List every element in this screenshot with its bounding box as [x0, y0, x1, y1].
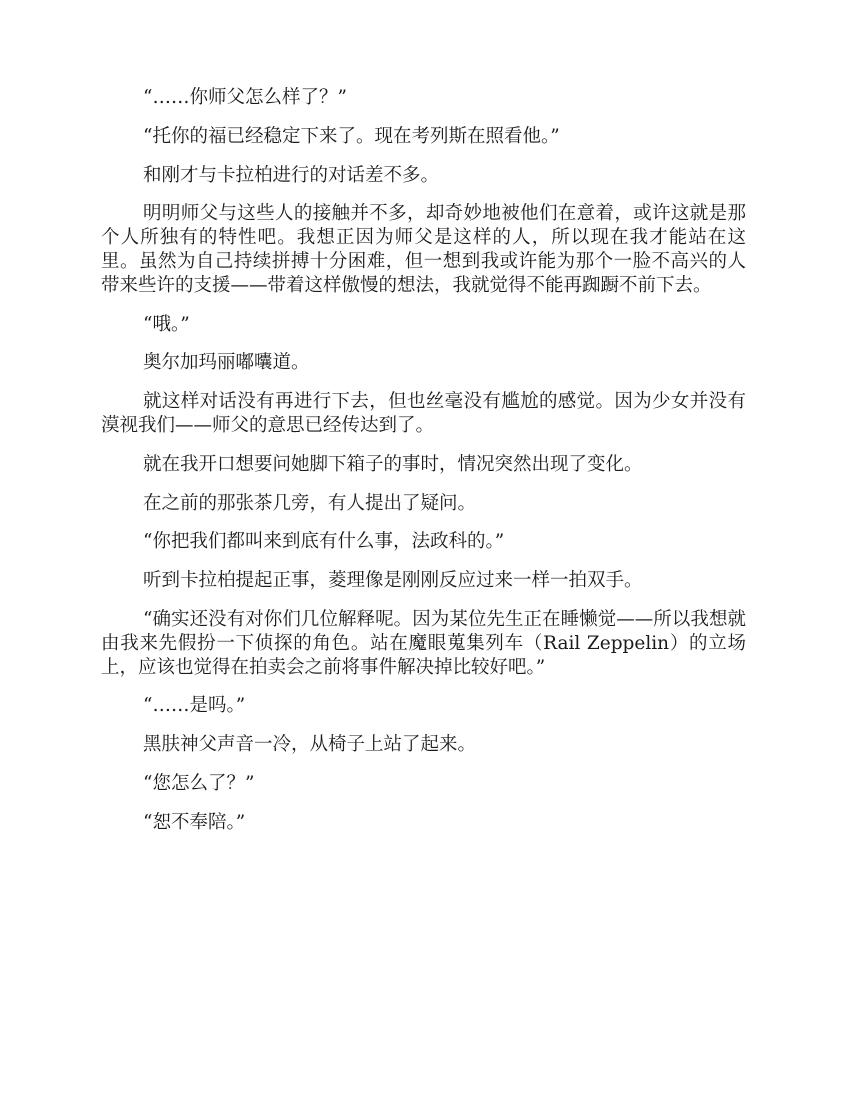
paragraph: 就在我开口想要问她脚下箱子的事时，情况突然出现了变化。: [143, 453, 643, 475]
paragraph: “您怎么了？”: [143, 772, 255, 794]
paragraph: 就这样对话没有再进行下去，但也丝毫没有尴尬的感觉。因为少女并没有漠视我们——师父的意思已经传达到了。: [101, 391, 746, 436]
paragraph: 听到卡拉柏提起正事，菱理像是刚刚反应过来一样一拍双手。: [143, 570, 643, 592]
paragraph: “恕不奉陪。”: [143, 811, 246, 833]
paragraph: 和刚才与卡拉柏进行的对话差不多。: [143, 164, 440, 186]
paragraph: 在之前的那张茶几旁，有人提出了疑问。: [143, 492, 477, 514]
paragraph: “托你的福已经稳定下来了。现在考列斯在照看他。”: [143, 125, 560, 147]
paragraph: “……是吗。”: [143, 695, 246, 717]
paragraph: “确实还没有对你们几位解释呢。因为某位先生正在睡懒觉——所以我想就由我来先假扮一下侦探的角色。站在魔眼蒐集列车（Rail Zeppelin）的立场上，应该也觉得在拍卖会之前将事件解决掉比较好吧。”: [101, 608, 746, 678]
document-page: [101, 86, 746, 850]
paragraph: 黑肤神父声音一冷，从椅子上站了起来。: [143, 734, 477, 756]
paragraph: “你把我们都叫来到底有什么事，法政科的。”: [143, 531, 505, 553]
paragraph: “……你师父怎么样了？”: [143, 87, 347, 108]
paragraph: 奥尔加玛丽嘟囔道。: [143, 352, 310, 374]
paragraph: 明明师父与这些人的接触并不多，却奇妙地被他们在意着，或许这就是那个人所独有的特性吧。我想正因为师父是这样的人，所以现在我才能站在这里。虽然为自己持续拼搏十分困难，但一想到我或许能为那个一脸不高兴的人带来些许的支援——带着这样傲慢的想法，我就觉得不能再踟蹰不前下去。: [101, 203, 746, 296]
paragraph: “哦。”: [143, 313, 190, 335]
